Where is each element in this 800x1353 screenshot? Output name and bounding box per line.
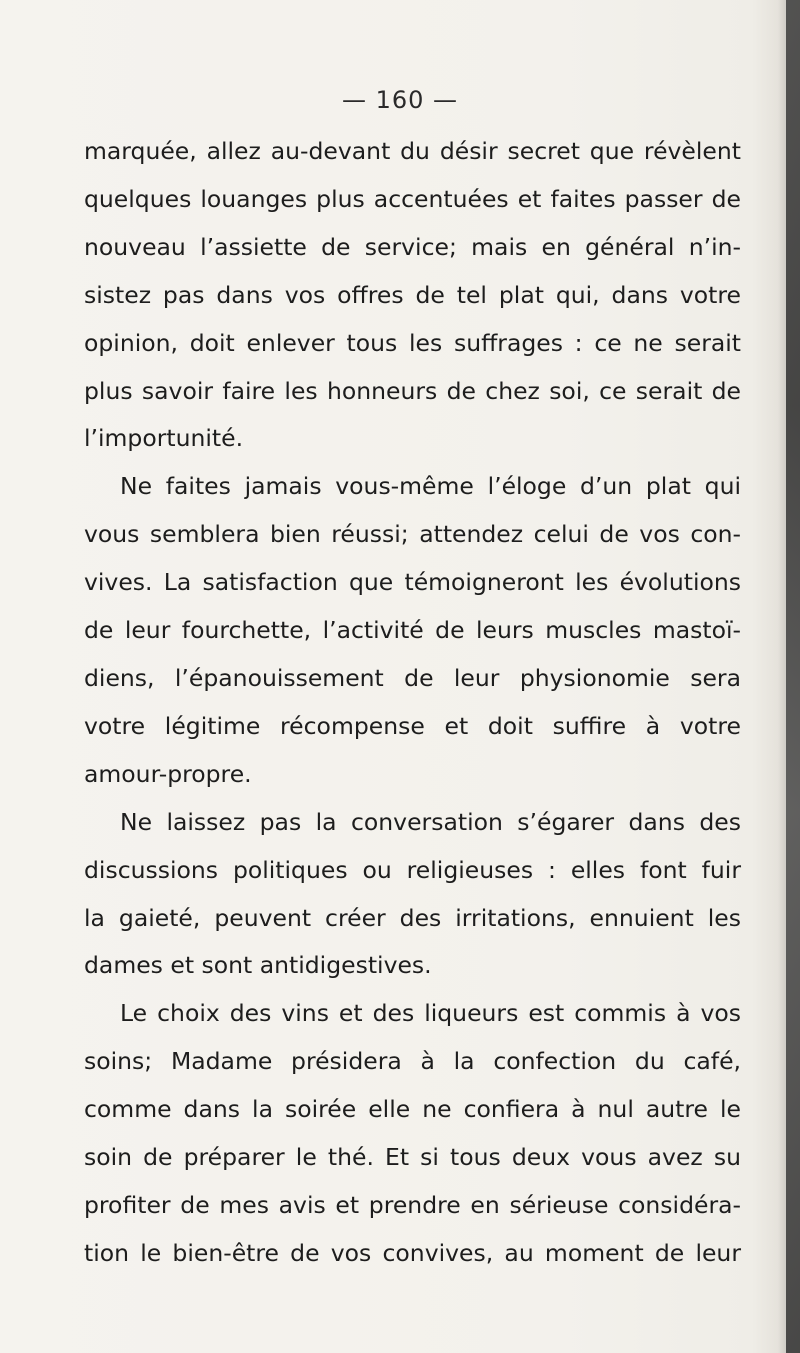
page-number: — 160 —: [341, 86, 459, 114]
text-line: profiter de mes avis et prendre en sérieuse considéra-: [84, 1190, 741, 1219]
text-line: dames et sont antidigestives.: [84, 951, 432, 980]
text-line: plus savoir faire les honneurs de chez soi, ce serait de: [84, 376, 741, 405]
text-line: la gaieté, peuvent créer des irritations, ennuient les: [84, 903, 741, 932]
page-binding-edge: [786, 0, 800, 1353]
text-line: marquée, allez au-devant du désir secret que révèlent: [84, 137, 741, 165]
text-line: amour-propre.: [84, 759, 252, 788]
text-line: nouveau l’assiette de service; mais en général n’in-: [84, 232, 741, 261]
text-line: vous semblera bien réussi; attendez celui de vos con-: [84, 520, 741, 549]
text-line: diens, l’épanouissement de leur physionomie sera: [84, 663, 741, 692]
text-line: Ne laissez pas la conversation s’égarer dans des: [120, 807, 741, 836]
text-line: comme dans la soirée elle ne confiera à nul autre le: [84, 1095, 741, 1124]
text-line: Le choix des vins et des liqueurs est commis à vos: [120, 999, 741, 1028]
text-line: opinion, doit enlever tous les suffrages : ce ne serait: [84, 328, 741, 357]
text-line: soin de préparer le thé. Et si tous deux vous avez su: [84, 1143, 741, 1172]
text-line: discussions politiques ou religieuses : elles font fuir: [84, 855, 741, 884]
text-line: votre légitime récompense et doit suffire à votre: [84, 711, 741, 740]
text-line: vives. La satisfaction que témoigneront les évolutions: [84, 568, 741, 597]
text-line: quelques louanges plus accentuées et faites passer de: [84, 184, 741, 213]
body-text: [84, 128, 741, 1278]
text-line: soins; Madame présidera à la confection du café,: [84, 1047, 741, 1076]
text-line: Ne faites jamais vous-même l’éloge d’un plat qui: [120, 472, 741, 501]
page-edge-shadow: [778, 0, 786, 1353]
text-line: sistez pas dans vos offres de tel plat qui, dans votre: [84, 280, 741, 309]
text-line: l’importunité.: [84, 424, 244, 453]
text-line: de leur fourchette, l’activité de leurs muscles mastoï-: [84, 616, 741, 645]
text-line: tion le bien-être de vos convives, au moment de leur: [84, 1238, 741, 1267]
